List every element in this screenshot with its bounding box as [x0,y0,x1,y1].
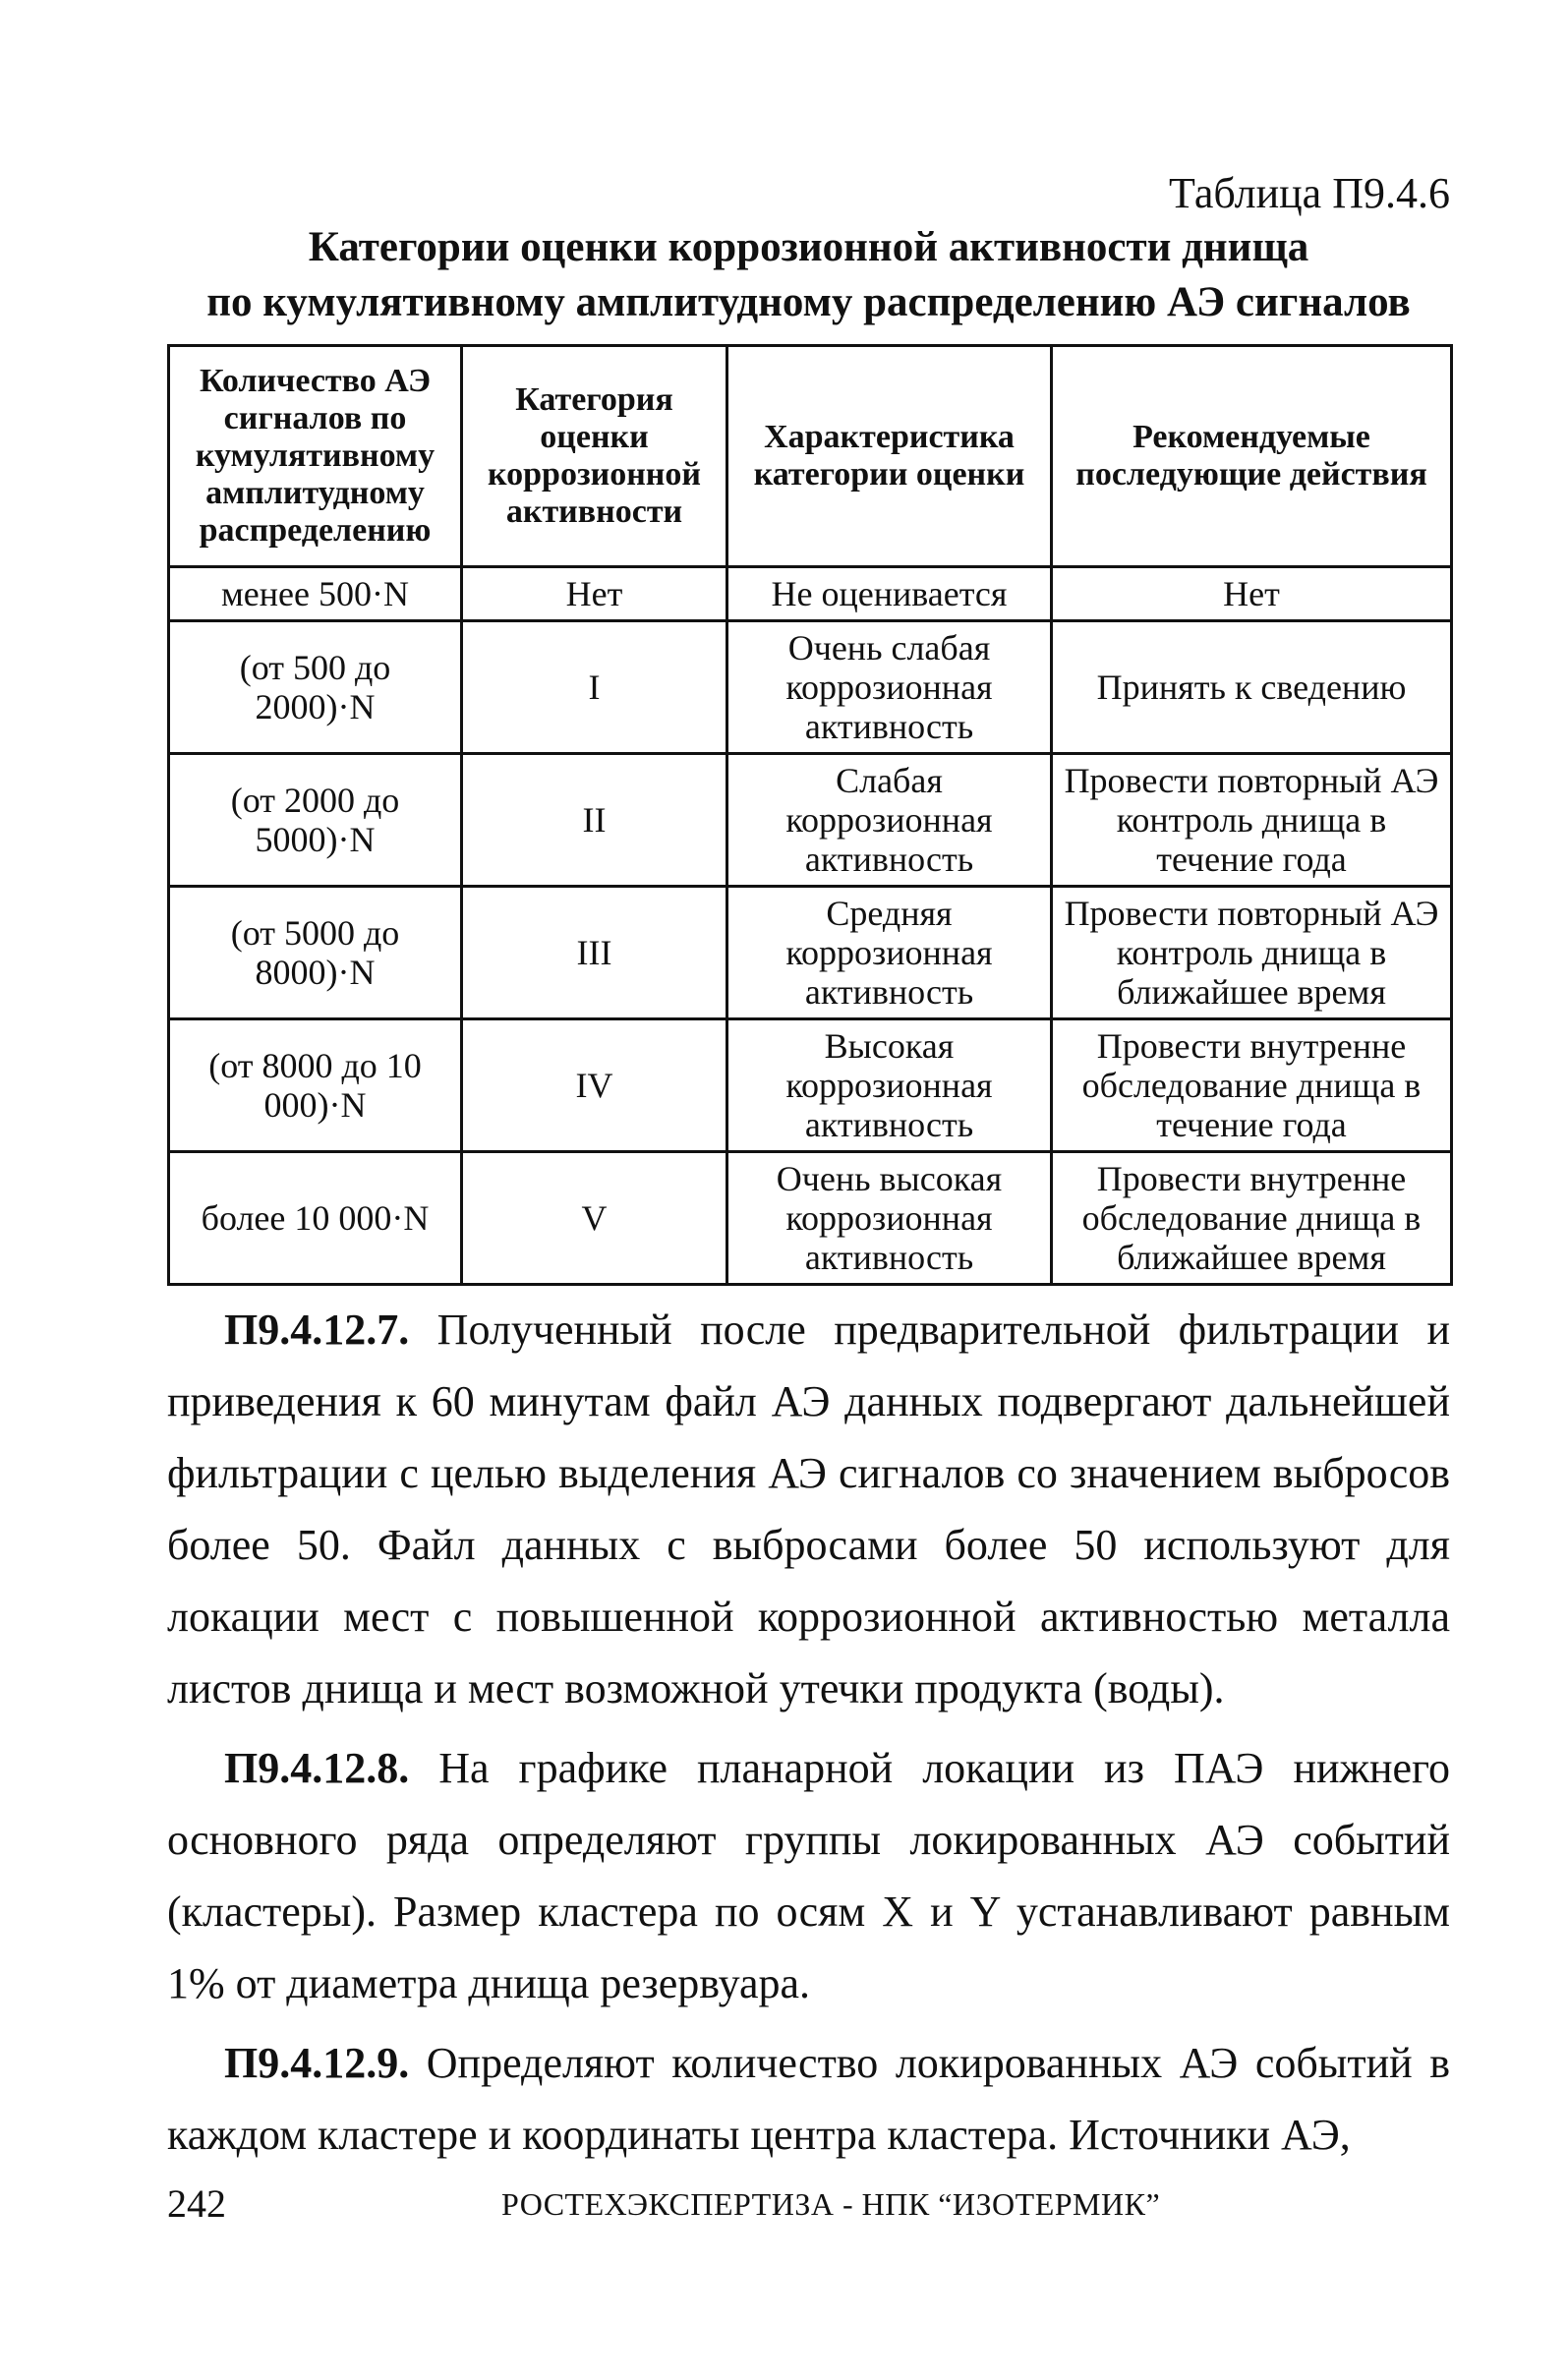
cell-category: IV [462,1019,727,1152]
paragraph-p9-4-12-9 [167,2027,1450,2171]
cell-recommended-action: Провести повторный АЭ контроль днища в ближайшее время [1052,887,1452,1019]
table-row [169,887,1452,1019]
page-footer [167,2180,1450,2239]
document-page [167,167,1450,2178]
cell-recommended-action: Принять к сведению [1052,621,1452,754]
table-title-line-2: по кумулятивному амплитудному распределению АЭ сигналов [206,279,1411,325]
table-row [169,754,1452,887]
paragraph-p9-4-12-7 [167,1294,1450,1724]
cell-category: V [462,1152,727,1285]
cell-category: I [462,621,727,754]
cell-signal-count: (от 2000 до 5000)·N [169,754,462,887]
header-recommended-actions: Рекомендуемые последующие действия [1052,346,1452,567]
table-title [167,220,1450,330]
cell-characteristic: Средняя коррозионная активность [727,887,1052,1019]
cell-signal-count: (от 500 до 2000)·N [169,621,462,754]
cell-recommended-action: Провести внутренне обследование днища в ближайшее время [1052,1152,1452,1285]
corrosion-category-table [167,344,1453,1286]
header-characteristic: Характеристика категории оценки [727,346,1052,567]
cell-category: II [462,754,727,887]
cell-recommended-action: Провести повторный АЭ контроль днища в течение года [1052,754,1452,887]
cell-characteristic: Слабая коррозионная активность [727,754,1052,887]
paragraph-p9-4-12-8 [167,1732,1450,2019]
paragraph-text: Полученный после предварительной фильтрации и приведения к 60 минутам файл АЭ данных подвергают дальнейшей фильтрации с целью выделения АЭ сигналов со значением выбросов более 50. Файл данных с выбросами более 50 используют для локации мест с повышенной коррозионной активностью металла листов днища и мест возможной утечки продукта (воды). [167,1306,1450,1712]
paragraph-number: П9.4.12.8. [224,1744,410,1792]
table-row [169,567,1452,621]
cell-characteristic: Очень слабая коррозионная активность [727,621,1052,754]
cell-characteristic: Высокая коррозионная активность [727,1019,1052,1152]
paragraph-number: П9.4.12.7. [224,1306,410,1354]
cell-category: III [462,887,727,1019]
table-header-row [169,346,1452,567]
cell-signal-count: (от 8000 до 10 000)·N [169,1019,462,1152]
cell-signal-count: менее 500·N [169,567,462,621]
publisher-name: РОСТЕХЭКСПЕРТИЗА - НПК “ИЗОТЕРМИК” [501,2186,1161,2222]
cell-recommended-action: Провести внутренне обследование днища в течение года [1052,1019,1452,1152]
table-title-line-1: Категории оценки коррозионной активности днища [308,224,1309,270]
table-number: Таблица П9.4.6 [1169,169,1450,217]
header-category: Категория оценки коррозионной активности [462,346,727,567]
table-row [169,1019,1452,1152]
paragraph-text: Определяют количество локированных АЭ событий в каждом кластере и координаты центра кластера. Источники АЭ, [167,2039,1450,2159]
cell-signal-count: (от 5000 до 8000)·N [169,887,462,1019]
body-text [167,1294,1450,2171]
cell-characteristic: Не оценивается [727,567,1052,621]
cell-recommended-action: Нет [1052,567,1452,621]
table-row [169,1152,1452,1285]
paragraph-text: На графике планарной локации из ПАЭ нижнего основного ряда определяют группы локированных АЭ событий (кластеры). Размер кластера по осям X и Y устанавливают равным 1% от диаметра днища резервуара. [167,1744,1451,2007]
cell-characteristic: Очень высокая коррозионная активность [727,1152,1052,1285]
table-row [169,621,1452,754]
page-number: 242 [167,2181,226,2226]
header-signal-count: Количество АЭ сигналов по кумулятивному амплитудному распределению [169,346,462,567]
cell-category: Нет [462,567,727,621]
paragraph-number: П9.4.12.9. [224,2039,410,2087]
cell-signal-count: более 10 000·N [169,1152,462,1285]
